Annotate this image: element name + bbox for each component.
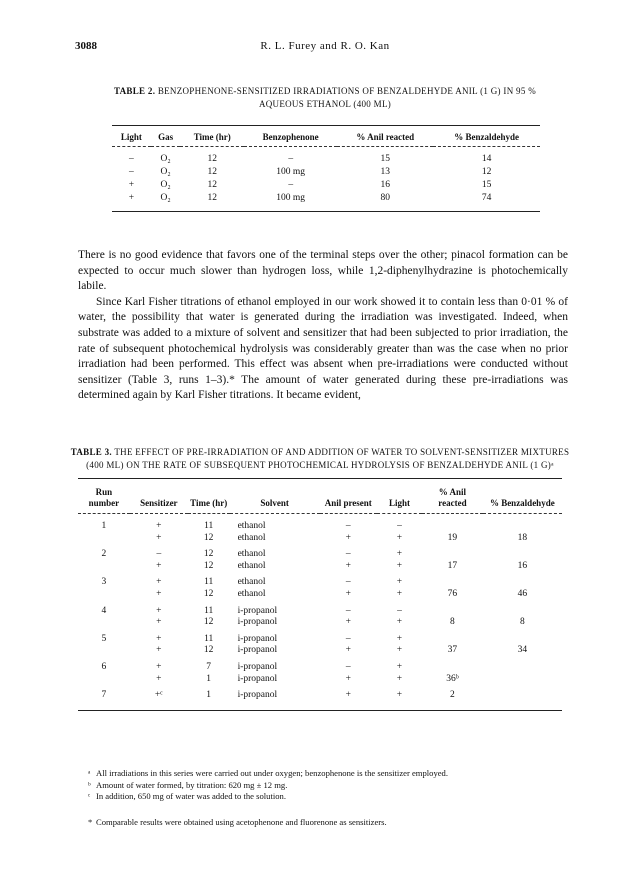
table-cell: 12 bbox=[207, 192, 217, 203]
table-cell bbox=[78, 645, 130, 657]
table-cell bbox=[78, 589, 130, 601]
table-cell: 12 bbox=[203, 588, 214, 599]
table-cell: – bbox=[129, 166, 134, 177]
table-cell: 16 bbox=[517, 560, 528, 571]
table3-col-solvent: Solvent bbox=[230, 479, 320, 514]
table-cell: 8 bbox=[450, 617, 455, 628]
table-cell: 12 bbox=[203, 532, 214, 543]
table-cell: + bbox=[156, 560, 162, 571]
table-cell: + bbox=[128, 179, 135, 190]
table-cell: – bbox=[345, 577, 351, 588]
table-cell: – bbox=[345, 633, 351, 644]
table3-col-sensitizer: Sensitizer bbox=[130, 479, 188, 514]
paragraph-2: Since Karl Fisher titrations of ethanol employed in our work showed it to contain less than 0·01 % of water, the possibility that water is generated during the irradiation was investigated. Indeed, when substrate was added to a mixture of solvent and sensitizer that had been subjected to prior irradiation, the rate of subsequent photochemical hydrolysis was considerably greater than was the case when no prior irradiation had been performed. This effect was absent when pre-irradiations were conducted without sensitizer (Table 3, runs 1–3).* The amount of water generated during these pre-irradiations was determined again by Karl Fisher titrations. It became evident, bbox=[78, 295, 568, 402]
table-cell: – bbox=[288, 179, 294, 190]
table-cell: i-propanol bbox=[237, 673, 278, 684]
table-cell bbox=[422, 629, 482, 646]
table-cell: 1 bbox=[206, 673, 212, 684]
footnote-marker: * bbox=[88, 816, 93, 827]
table-cell: O₂ bbox=[160, 179, 171, 190]
table-cell: + bbox=[396, 617, 403, 628]
table-cell: 7 bbox=[101, 690, 107, 701]
table-cell: 46 bbox=[517, 588, 528, 599]
table2-col-anil-reacted: % Anil reacted bbox=[337, 126, 433, 147]
table-cell: ethanol bbox=[237, 532, 266, 543]
table-cell: +ᶜ bbox=[154, 690, 163, 701]
table-cell: + bbox=[396, 577, 403, 588]
table-row bbox=[78, 629, 562, 646]
footnote-text: Amount of water formed, by titration: 620 mg ± 12 mg. bbox=[96, 779, 288, 790]
table-row bbox=[78, 544, 562, 561]
table-cell: 2 bbox=[101, 549, 107, 560]
table-cell bbox=[483, 601, 562, 618]
table2-col-benzaldehyde: % Benzaldehyde bbox=[433, 126, 540, 147]
table-cell: + bbox=[396, 633, 403, 644]
table-cell: + bbox=[345, 645, 351, 656]
table-cell: + bbox=[345, 532, 351, 543]
table-cell: – bbox=[345, 605, 351, 616]
table-cell: 2 bbox=[450, 690, 455, 701]
table-row bbox=[78, 561, 562, 573]
table-cell: + bbox=[396, 661, 403, 672]
running-head bbox=[75, 40, 575, 54]
table2 bbox=[112, 125, 540, 212]
table-cell bbox=[422, 572, 482, 589]
table2-caption-line1: BENZOPHENONE-SENSITIZED IRRADIATIONS OF BENZALDEHYDE ANIL (1 G) IN 95 % bbox=[157, 86, 536, 96]
table3-col-anil-reacted: % Anil reacted bbox=[422, 479, 482, 514]
table-cell: + bbox=[345, 617, 351, 628]
table-cell: 12 bbox=[203, 617, 214, 628]
table-cell bbox=[483, 544, 562, 561]
table-cell: O₂ bbox=[160, 166, 171, 177]
table-cell: ethanol bbox=[237, 521, 266, 531]
table-cell: – bbox=[345, 521, 351, 531]
table-cell bbox=[483, 685, 562, 710]
table-cell: ethanol bbox=[237, 560, 266, 571]
footnote-star bbox=[88, 817, 558, 829]
table-cell: 37 bbox=[447, 645, 458, 656]
table-cell: i-propanol bbox=[237, 605, 278, 616]
table-cell: 5 bbox=[101, 633, 107, 644]
table-cell: 11 bbox=[204, 577, 214, 588]
table-cell: i-propanol bbox=[237, 617, 278, 628]
table-cell: – bbox=[129, 153, 134, 164]
table-cell: 76 bbox=[447, 588, 458, 599]
table-cell: 12 bbox=[207, 166, 217, 177]
table2-caption bbox=[105, 85, 545, 111]
table-cell bbox=[422, 544, 482, 561]
table-cell: – bbox=[397, 521, 402, 531]
table-row bbox=[78, 674, 562, 686]
table-cell: i-propanol bbox=[237, 633, 278, 644]
table-cell bbox=[78, 674, 130, 686]
table3-footnotes bbox=[88, 768, 558, 828]
table-row bbox=[112, 147, 540, 166]
table-cell: + bbox=[396, 673, 403, 684]
table-cell: 19 bbox=[447, 532, 458, 543]
table-cell: 12 bbox=[207, 153, 217, 164]
table2-col-light: Light bbox=[112, 126, 151, 147]
table3-caption bbox=[70, 446, 570, 472]
table3-label: TABLE 3. bbox=[70, 447, 112, 457]
table-cell: – bbox=[156, 549, 162, 560]
table-row bbox=[78, 617, 562, 629]
table-cell: + bbox=[156, 633, 162, 644]
table-cell: ethanol bbox=[237, 549, 266, 560]
footnote-c bbox=[88, 791, 558, 803]
table-row bbox=[78, 601, 562, 618]
footnote-b bbox=[88, 780, 558, 792]
table-row bbox=[112, 191, 540, 212]
table-cell: – bbox=[345, 549, 351, 560]
table-cell: 100 mg bbox=[276, 192, 306, 203]
table3-col-anil-present: Anil present bbox=[320, 479, 377, 514]
table-cell: + bbox=[156, 521, 162, 531]
table-cell: + bbox=[156, 577, 162, 588]
table-cell: + bbox=[396, 532, 403, 543]
table-cell bbox=[422, 601, 482, 618]
table-cell: 7 bbox=[206, 661, 212, 672]
table-cell: 15 bbox=[481, 179, 492, 190]
table-cell bbox=[78, 617, 130, 629]
table-cell: 12 bbox=[203, 549, 214, 560]
table-cell: 12 bbox=[207, 179, 217, 190]
footnote-marker: ᵃ bbox=[88, 768, 91, 778]
table-cell: + bbox=[345, 560, 351, 571]
table-cell: + bbox=[396, 690, 403, 701]
table-cell: 12 bbox=[203, 645, 214, 656]
table-row bbox=[78, 657, 562, 674]
table-cell: + bbox=[156, 617, 162, 628]
table-cell: + bbox=[156, 673, 162, 684]
table-cell bbox=[422, 657, 482, 674]
table-cell: 12 bbox=[203, 560, 214, 571]
table-cell: i-propanol bbox=[237, 690, 278, 701]
table-cell: 100 mg bbox=[276, 166, 306, 177]
table-cell: 80 bbox=[380, 192, 390, 203]
table-cell: + bbox=[396, 549, 403, 560]
table-cell bbox=[78, 533, 130, 545]
footnote-text: In addition, 650 mg of water was added to the solution. bbox=[96, 791, 286, 802]
table-cell: 16 bbox=[380, 179, 390, 190]
table-cell: O₂ bbox=[160, 192, 171, 203]
table-cell: 74 bbox=[481, 192, 492, 203]
footnote-text: Comparable results were obtained using acetophenone and fluorenone as sensitizers. bbox=[96, 816, 387, 827]
body-text bbox=[78, 248, 568, 404]
table-row bbox=[78, 514, 562, 533]
table2-header-row bbox=[112, 126, 540, 147]
table-row bbox=[78, 572, 562, 589]
table-cell: 4 bbox=[101, 605, 107, 616]
table-cell: – bbox=[288, 153, 294, 164]
table-cell bbox=[483, 629, 562, 646]
footnote-text: All irradiations in this series were carried out under oxygen; benzophenone is the sensitizer employed. bbox=[96, 768, 448, 778]
table-cell: + bbox=[396, 560, 403, 571]
table-cell: – bbox=[345, 661, 351, 672]
table3-col-run: Run number bbox=[78, 479, 130, 514]
table-cell: 34 bbox=[517, 645, 528, 656]
table-cell bbox=[483, 572, 562, 589]
table-cell: ethanol bbox=[237, 588, 266, 599]
table-cell: + bbox=[345, 690, 351, 701]
table-cell: 11 bbox=[204, 521, 214, 531]
table-cell: 1 bbox=[206, 690, 212, 701]
table-cell: 6 bbox=[101, 661, 107, 672]
table-cell: 13 bbox=[380, 166, 390, 177]
table-cell: + bbox=[396, 645, 403, 656]
table-cell: + bbox=[156, 645, 162, 656]
paragraph-1: There is no good evidence that favors one of the terminal steps over the other; pinacol formation can be expected to occur much slower than hydrogen loss, while 1,2-diphenylhydrazine is photochemically labile. bbox=[78, 249, 568, 293]
table-cell: + bbox=[156, 532, 162, 543]
table2-col-time: Time (hr) bbox=[180, 126, 244, 147]
table-cell: + bbox=[345, 673, 351, 684]
table-cell: i-propanol bbox=[237, 661, 278, 672]
footnote-a bbox=[88, 768, 558, 780]
footnote-marker: ᵇ bbox=[88, 779, 91, 790]
footnote-marker: ᶜ bbox=[88, 791, 91, 802]
table-cell: 17 bbox=[447, 560, 458, 571]
table-cell: 14 bbox=[481, 153, 492, 164]
table-cell: ethanol bbox=[237, 577, 266, 588]
page-number: 3088 bbox=[75, 40, 97, 52]
table3-col-benzaldehyde: % Benzaldehyde bbox=[483, 479, 562, 514]
table2-col-gas: Gas bbox=[151, 126, 181, 147]
table-cell: + bbox=[156, 588, 162, 599]
table-cell bbox=[483, 674, 562, 686]
table-row bbox=[78, 533, 562, 545]
table-row bbox=[112, 165, 540, 178]
table-cell: + bbox=[396, 588, 403, 599]
table3 bbox=[78, 478, 562, 711]
table3-caption-line2: (400 ML) ON THE RATE OF SUBSEQUENT PHOTOCHEMICAL HYDROLYSIS OF BENZALDEHYDE ANIL (1 G)ᵃ bbox=[86, 460, 554, 470]
table2-caption-line2: AQUEOUS ETHANOL (400 ML) bbox=[258, 99, 392, 109]
table-cell: O₂ bbox=[160, 153, 171, 164]
table3-header-row bbox=[78, 479, 562, 514]
running-title: R. L. Furey and R. O. Kan bbox=[260, 40, 390, 52]
table2-label: TABLE 2. bbox=[114, 86, 156, 96]
table-row bbox=[112, 178, 540, 191]
table2-col-benzophenone: Benzophenone bbox=[244, 126, 337, 147]
table-cell: – bbox=[397, 605, 402, 616]
table-cell: + bbox=[156, 661, 162, 672]
table3-caption-line1: THE EFFECT OF PRE-IRRADIATION OF AND ADDITION OF WATER TO SOLVENT-SENSITIZER MIXTURES bbox=[114, 447, 570, 457]
table-cell: i-propanol bbox=[237, 645, 278, 656]
table3-col-light: Light bbox=[377, 479, 422, 514]
table-cell: 15 bbox=[380, 153, 390, 164]
table-cell bbox=[483, 657, 562, 674]
table-row bbox=[78, 645, 562, 657]
table-row bbox=[78, 589, 562, 601]
table-cell: 8 bbox=[519, 617, 525, 628]
table-cell bbox=[422, 514, 482, 533]
table-cell: 11 bbox=[204, 633, 214, 644]
table-cell: 12 bbox=[481, 166, 492, 177]
table-cell: 18 bbox=[517, 532, 528, 543]
table-row bbox=[78, 685, 562, 710]
table-cell: 1 bbox=[101, 521, 107, 531]
table-cell: + bbox=[156, 605, 162, 616]
table-cell: 36ᵇ bbox=[446, 673, 459, 684]
table-cell bbox=[483, 514, 562, 533]
table-cell: + bbox=[345, 588, 351, 599]
table-cell: 3 bbox=[101, 577, 107, 588]
table3-col-time: Time (hr) bbox=[188, 479, 230, 514]
table-cell: 11 bbox=[204, 605, 214, 616]
table-cell bbox=[78, 561, 130, 573]
table-cell: + bbox=[128, 192, 135, 203]
